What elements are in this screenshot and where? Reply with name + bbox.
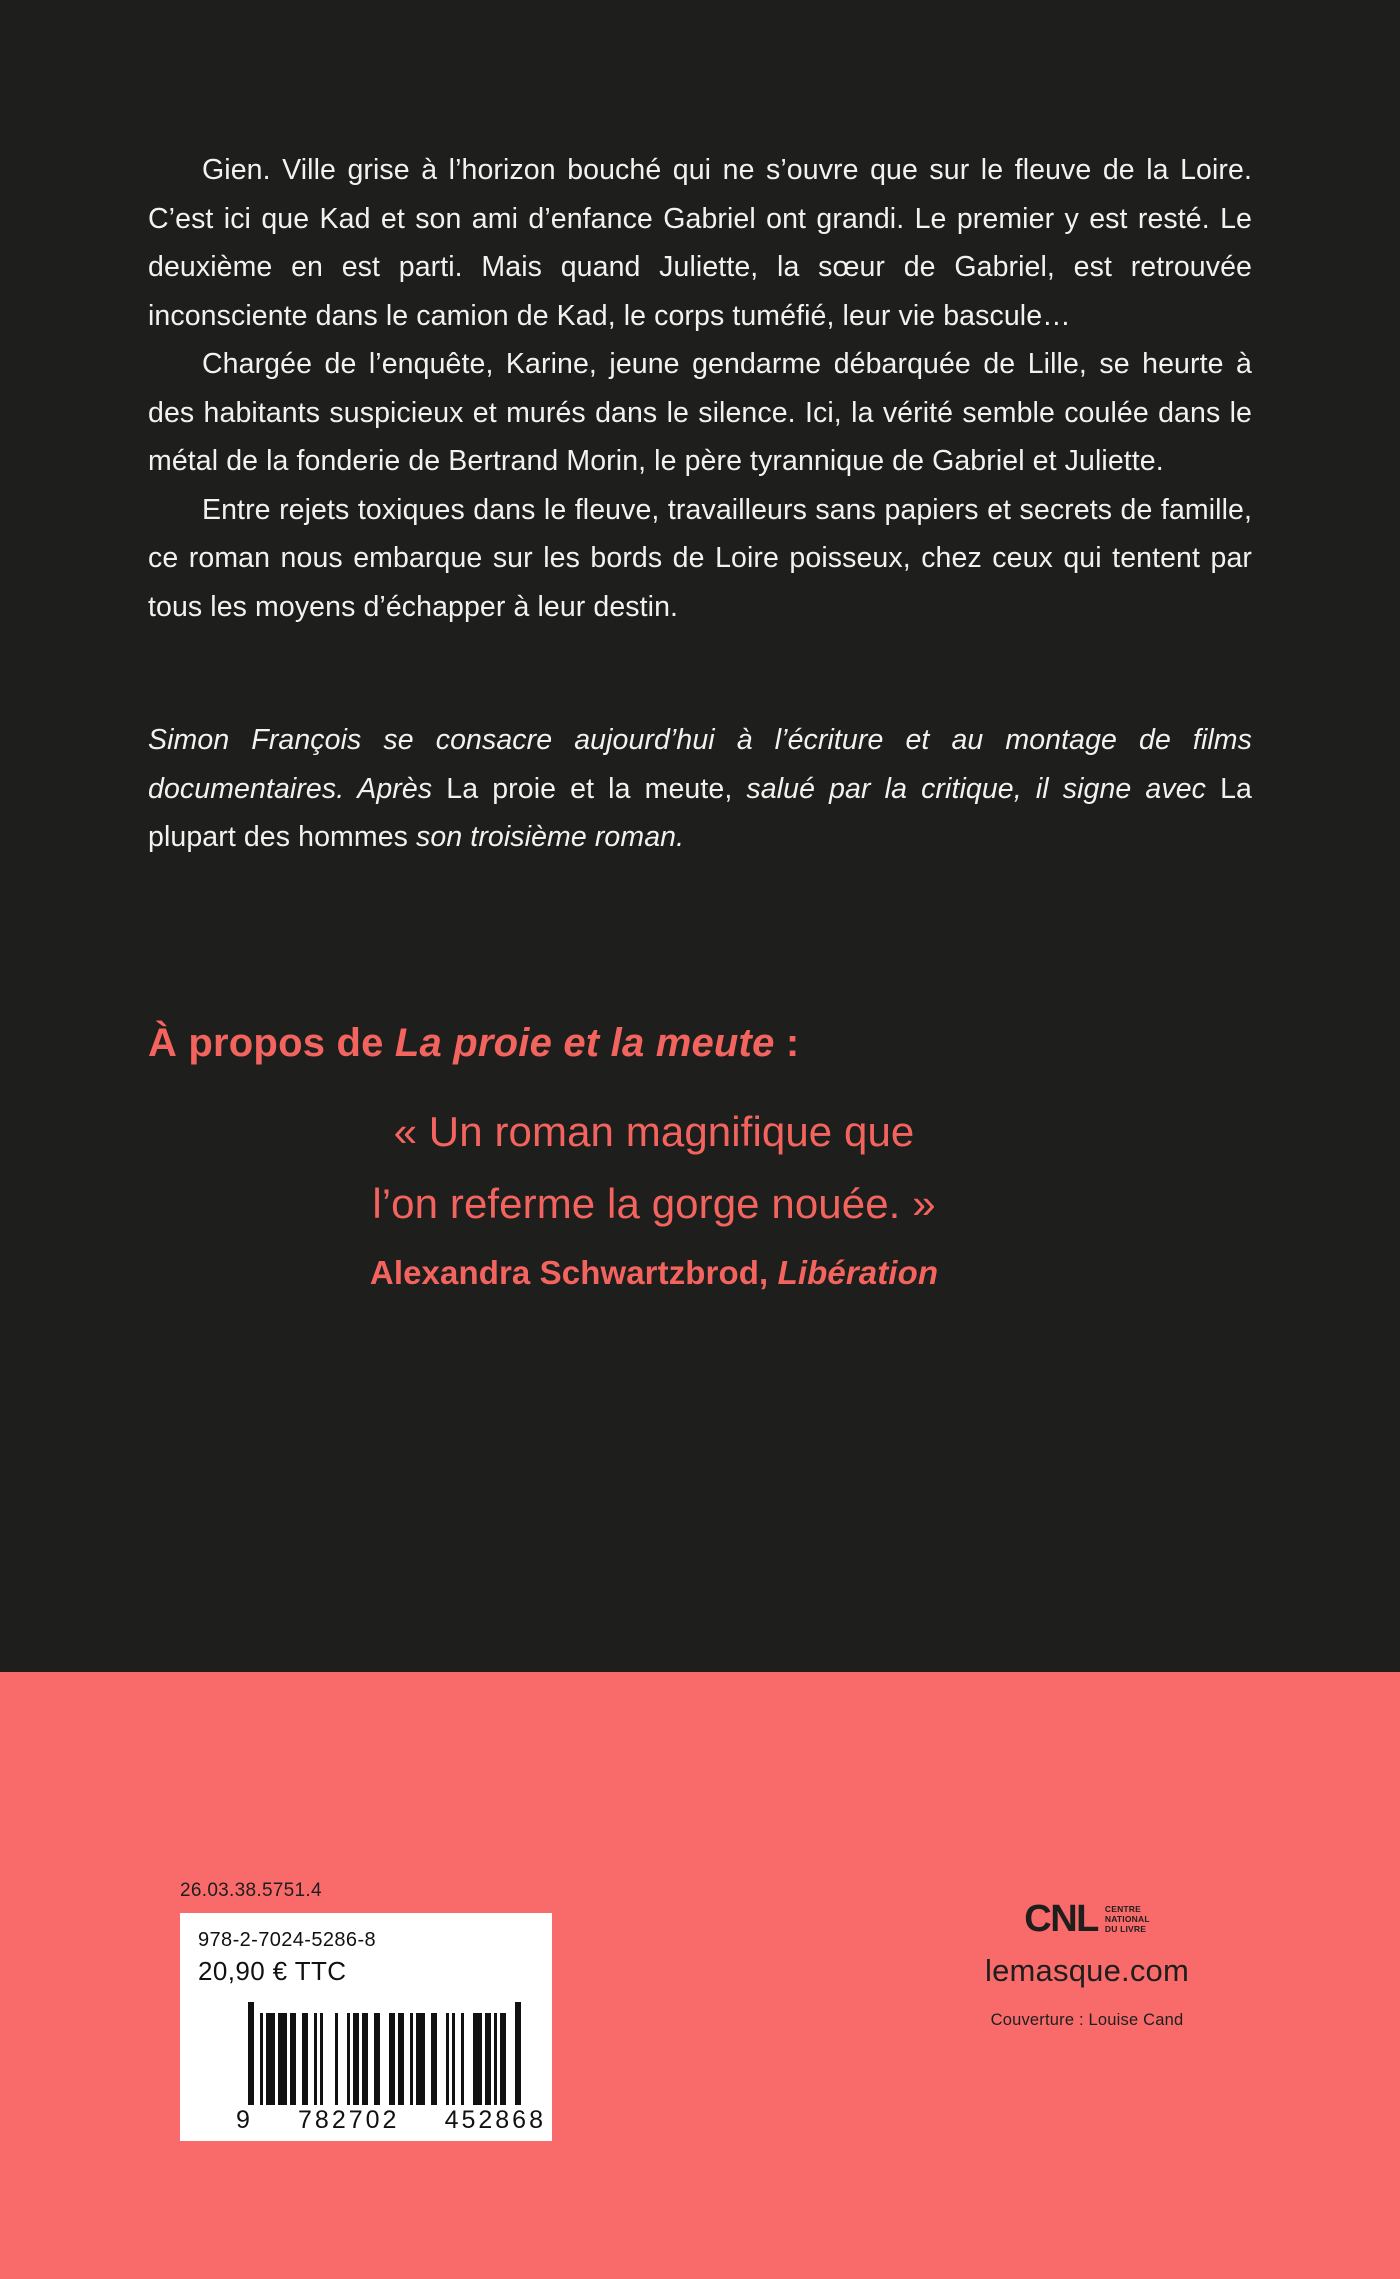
cnl-logo [1024, 1900, 1150, 1938]
blurb-paragraph-1: Gien. Ville grise à l’horizon bouché qui ne s’ouvre que sur le fleuve de la Loire. C’est ici que Kad et son ami d’enfance Gabriel ont grandi. Le premier y est resté. Le deuxième en est parti. Mais quand Juliette, la sœur de Gabriel, est retrouvée inconsciente dans le camion de Kad, le corps tuméfié, leur vie bascule… [148, 154, 1252, 332]
attribution-name: Alexandra Schwartzbrod, [369, 1253, 769, 1291]
bio-text-part-3: son troisième roman. [408, 821, 685, 853]
attribution-source: Libération [777, 1253, 939, 1291]
cnl-subtitle-line-1: CENTRE [1104, 1904, 1142, 1914]
ean-right-digits: 452868 [444, 2106, 546, 2134]
praise-heading-title: La proie et la meute [394, 1020, 775, 1065]
pull-quote [148, 1096, 1252, 1240]
price-text: 20,90 € TTC [198, 1956, 347, 1986]
barcode-bars [248, 2013, 542, 2105]
barcode-card [180, 1913, 552, 2141]
reference-code: 26.03.38.5751.4 [180, 1880, 322, 1901]
publisher-website[interactable]: lemasque.com [985, 1953, 1189, 1988]
ean-middle-digits: 782702 [298, 2106, 400, 2134]
praise-heading-suffix: : [774, 1020, 800, 1065]
cover-credit: Couverture : Louise Cand [990, 2011, 1184, 2029]
isbn-text: 978-2-7024-5286-8 [198, 1929, 377, 1951]
pull-quote-line-2: l’on referme la gorge nouée. » [372, 1179, 936, 1227]
author-bio [148, 716, 1252, 862]
blurb-paragraph-3: Entre rejets toxiques dans le fleuve, travailleurs sans papiers et secrets de famille, ce roman nous embarque sur les bords de Loire poisseux, chez ceux qui tentent par tous les moyens d’échapper à leur destin. [148, 493, 1252, 623]
publisher-block [922, 1900, 1252, 2030]
bio-work-title-2: La plupart des hommes [148, 772, 1252, 853]
praise-quote-block [148, 1014, 1252, 1296]
blurb-section [148, 0, 1252, 631]
bio-work-title-1: La proie et la meute, [446, 772, 733, 805]
cnl-subtitle [1105, 1904, 1150, 1934]
cnl-subtitle-line-3: DU LIVRE [1104, 1924, 1147, 1934]
blurb-paragraph-2: Chargée de l’enquête, Karine, jeune gendarme débarquée de Lille, se heurte à des habitants suspicieux et murés dans le silence. Ici, la vérité semble coulée dans le métal de la fonderie de Bertrand Morin, le père tyrannique de Gabriel et Juliette. [148, 348, 1252, 477]
praise-heading-prefix: À propos de [148, 1020, 395, 1065]
barcode-block [180, 1880, 570, 2141]
cnl-subtitle-line-2: NATIONAL [1104, 1914, 1150, 1924]
ean-digits [236, 2106, 546, 2135]
ean-left-digit: 9 [236, 2106, 253, 2134]
praise-heading [148, 1014, 1252, 1072]
quote-attribution [148, 1250, 1252, 1296]
pull-quote-line-1: « Un roman magnifique que [393, 1107, 915, 1155]
bio-text-part-1: Simon François se consacre aujourd’hui à l’écriture et au montage de films documentaires. Après [148, 724, 1252, 805]
bio-text-part-2: salué par la critique, il signe avec [732, 772, 1221, 805]
coral-panel [0, 1672, 1400, 2279]
cnl-wordmark: CNL [1024, 1898, 1098, 1940]
